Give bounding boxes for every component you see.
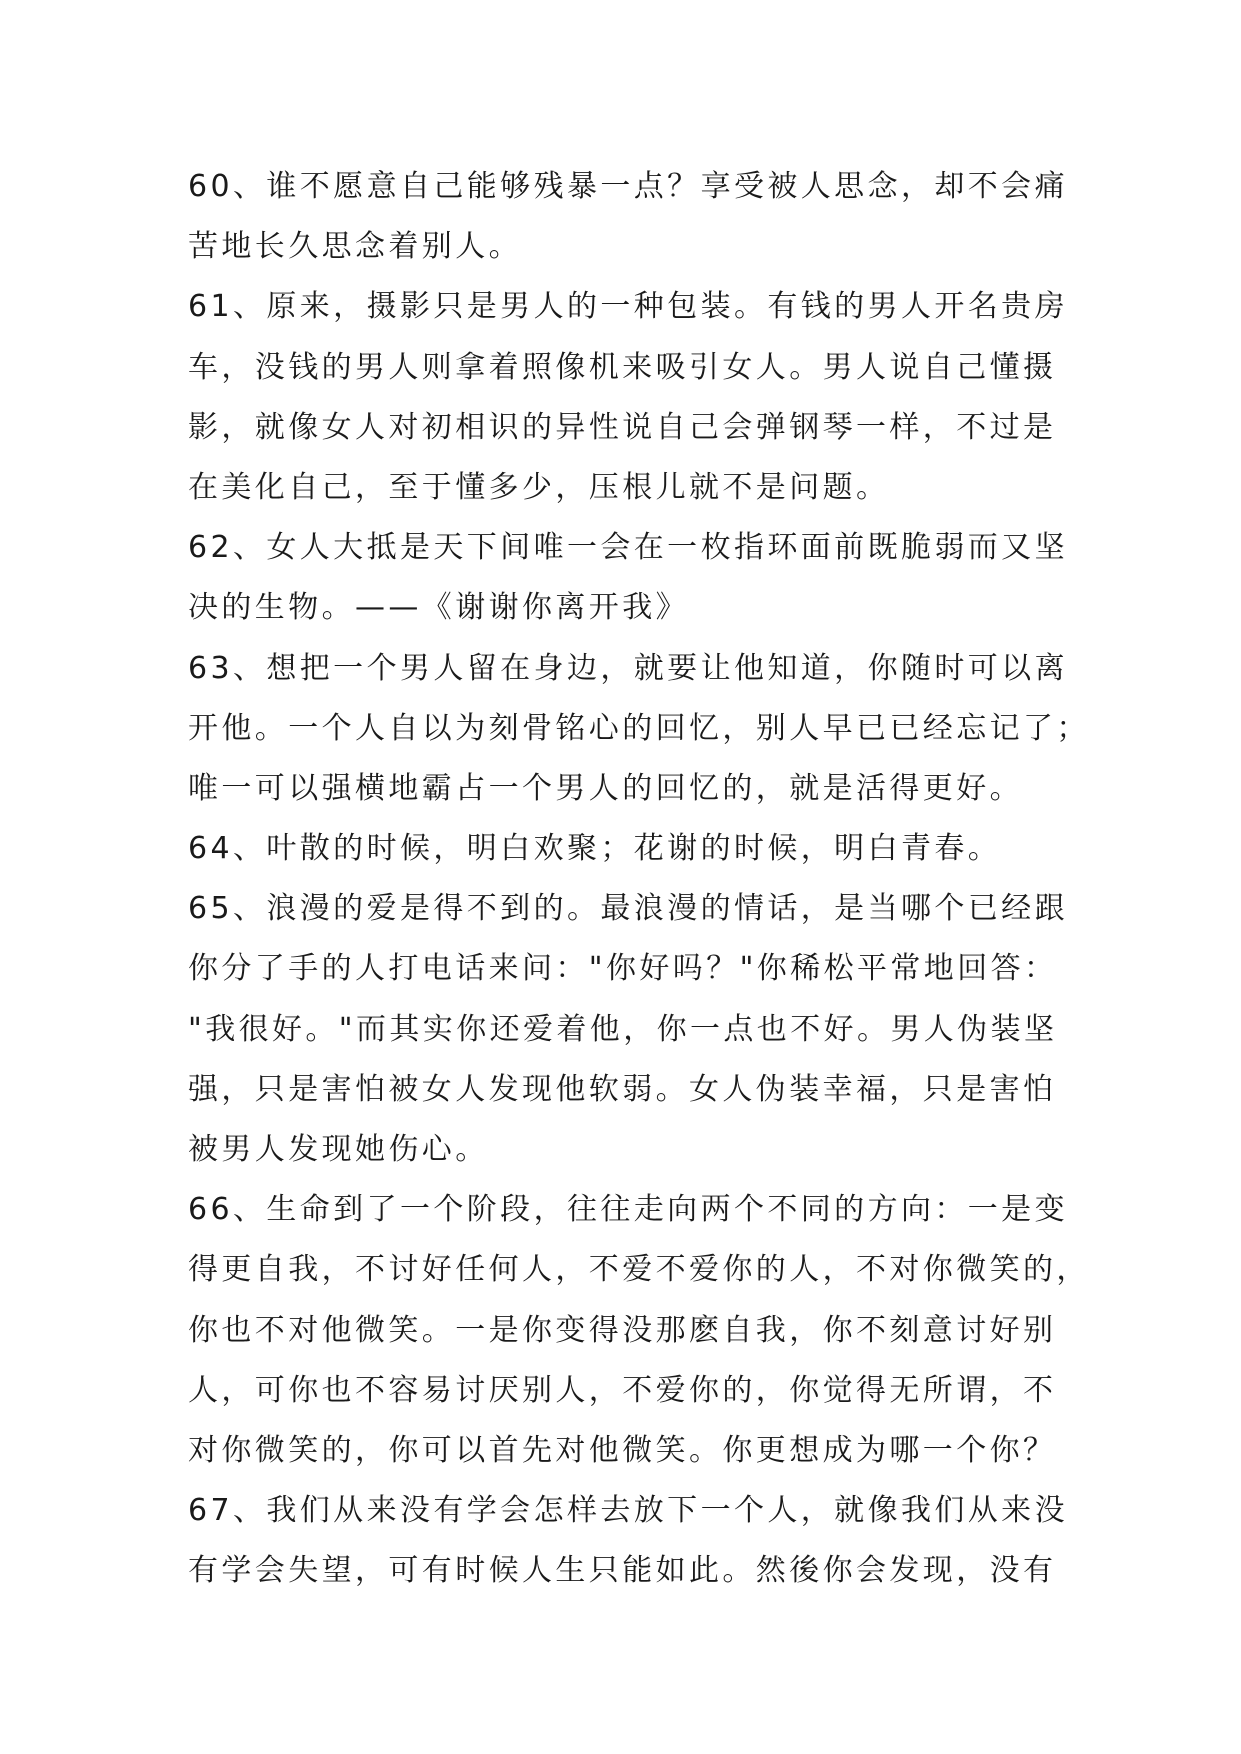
text-line: 你分了手的人打电话来问："你好吗？"你稀松平常地回答： <box>188 951 1058 987</box>
text-line: 62、女人大抵是天下间唯一会在一枚指环面前既脆弱而又坚 <box>188 530 1068 566</box>
text-line: 61、原来，摄影只是男人的一种包装。有钱的男人开名贵房 <box>188 289 1068 325</box>
text-line: 64、叶散的时候，明白欢聚；花谢的时候，明白青春。 <box>188 831 1002 867</box>
text-line: 车，没钱的男人则拿着照像机来吸引女人。男人说自己懂摄 <box>188 349 1057 385</box>
text-line: 苦地长久思念着别人。 <box>188 229 522 265</box>
text-line: 唯一可以强横地霸占一个男人的回忆的，就是活得更好。 <box>188 770 1023 806</box>
text-line: 你也不对他微笑。一是你变得没那麽自我，你不刻意讨好别 <box>188 1312 1057 1348</box>
text-line: 66、生命到了一个阶段，往往走向两个不同的方向：一是变 <box>188 1192 1068 1228</box>
text-line: 开他。一个人自以为刻骨铭心的回忆，别人早已已经忘记了； <box>188 710 1090 746</box>
text-line: 有学会失望，可有时候人生只能如此。然後你会发现，没有 <box>188 1553 1057 1589</box>
document-body <box>188 157 1088 1602</box>
text-line: 得更自我，不讨好任何人，不爱不爱你的人，不对你微笑的， <box>188 1252 1090 1288</box>
text-line: 人，可你也不容易讨厌别人，不爱你的，你觉得无所谓，不 <box>188 1372 1057 1408</box>
text-line: 63、想把一个男人留在身边，就要让他知道，你随时可以离 <box>188 650 1068 686</box>
text-line: 强，只是害怕被女人发现他软弱。女人伪装幸福，只是害怕 <box>188 1071 1057 1107</box>
text-line: "我很好。"而其实你还爱着他，你一点也不好。男人伪装坚 <box>188 1011 1058 1047</box>
text-line: 对你微笑的，你可以首先对他微笑。你更想成为哪一个你？ <box>188 1432 1057 1468</box>
text-line: 影，就像女人对初相识的异性说自己会弹钢琴一样，不过是 <box>188 409 1057 445</box>
text-line: 60、谁不愿意自己能够残暴一点？享受被人思念，却不会痛 <box>188 169 1068 204</box>
text-line: 被男人发现她伤心。 <box>188 1132 489 1167</box>
text-line: 67、我们从来没有学会怎样去放下一个人，就像我们从来没 <box>188 1493 1068 1529</box>
text-line: 决的生物。——《谢谢你离开我》 <box>188 590 689 626</box>
text-line: 在美化自己，至于懂多少，压根儿就不是问题。 <box>188 469 890 505</box>
text-line: 65、浪漫的爱是得不到的。最浪漫的情话，是当哪个已经跟 <box>188 891 1068 927</box>
